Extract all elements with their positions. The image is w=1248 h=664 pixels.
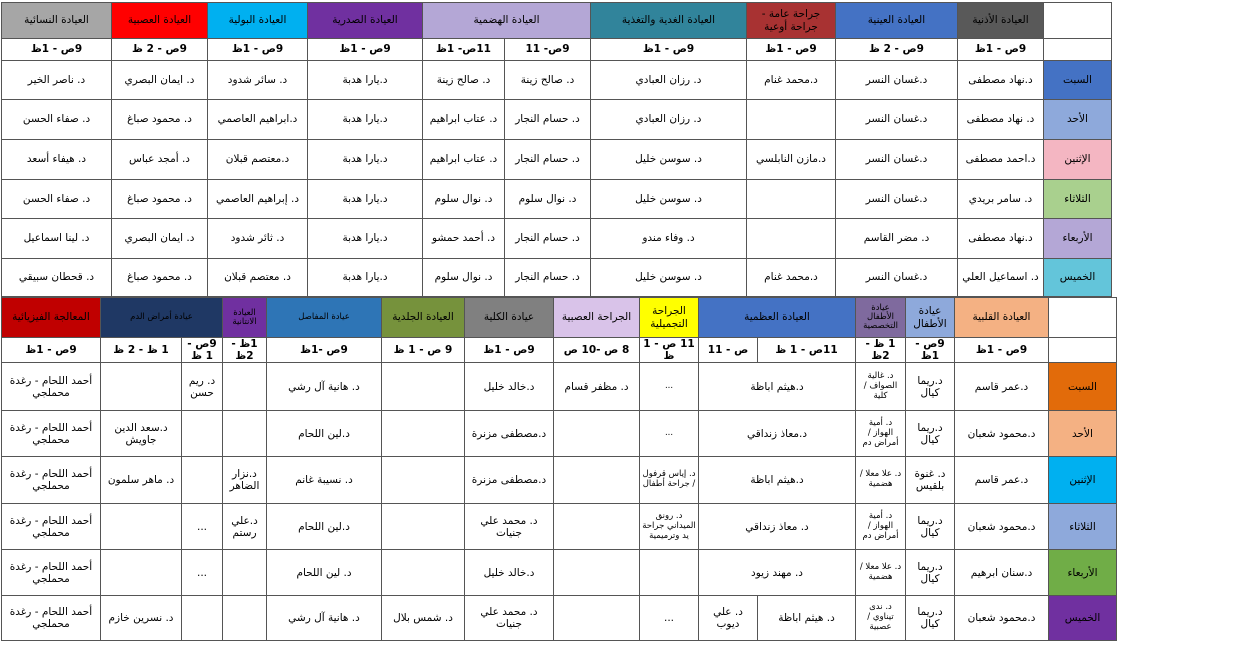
doctor-cell: ... <box>182 504 223 550</box>
clinic-header: العيادة الغدية والتغذية <box>591 3 747 39</box>
doctor-cell: د.مصطفى مزنرة <box>465 457 554 504</box>
bottom-time-row <box>2 338 1117 363</box>
doctor-cell: د.مازن النابلسي <box>747 140 836 180</box>
doctor-cell: د.ريما كيال <box>906 363 955 411</box>
doctor-cell: د.محمود شعبان <box>955 504 1049 550</box>
doctor-cell: أحمد اللحام - رغدة محملجي <box>2 457 101 504</box>
doctor-cell <box>223 550 267 596</box>
clinic-header: الجراحة التجميلية <box>640 298 699 338</box>
doctor-cell: د.يارا هدبة <box>308 140 423 180</box>
clinic-header: العيادة الانتانية <box>223 298 267 338</box>
doctor-cell: د. محمود صباغ <box>112 259 208 297</box>
bottom-schedule-table <box>1 297 1117 641</box>
time-cell: 9ص - 1ظ <box>958 39 1044 61</box>
time-cell: 9ص -1ظ <box>267 338 382 363</box>
doctor-cell: د. محمود صباغ <box>112 100 208 140</box>
doctor-cell <box>382 550 465 596</box>
doctor-cell <box>554 411 640 457</box>
top-time-row <box>2 39 1112 61</box>
doctor-cell: أحمد اللحام - رغدة محملجي <box>2 363 101 411</box>
doctor-cell: د.ريما كيال <box>906 411 955 457</box>
time-cell: 9ص - 1 ظ <box>182 338 223 363</box>
doctor-cell <box>182 596 223 641</box>
doctor-cell: أحمد اللحام - رغدة محملجي <box>2 504 101 550</box>
doctor-cell: د. ثائر شدود <box>208 219 308 259</box>
doctor-cell <box>101 363 182 411</box>
doctor-cell: د. حسام النجار <box>505 259 591 297</box>
day-label: الأربعاء <box>1049 550 1117 596</box>
doctor-cell: د. سائر شدود <box>208 61 308 100</box>
doctor-cell: د. ندى تيناوي / عصبية <box>856 596 906 641</box>
time-cell: 9ص - 1ظ <box>208 39 308 61</box>
doctor-cell: د. صالح زينة <box>423 61 505 100</box>
schedule-row <box>2 550 1117 596</box>
day-label: الثلاثاء <box>1044 180 1112 219</box>
clinic-header: العيادة البولية <box>208 3 308 39</box>
doctor-cell: د. وفاء مندو <box>591 219 747 259</box>
doctor-cell: د.غسان النسر <box>836 140 958 180</box>
doctor-cell: أحمد اللحام - رغدة محملجي <box>2 596 101 641</box>
schedule-row <box>2 140 1112 180</box>
doctor-cell: د. نهاد مصطفى <box>958 100 1044 140</box>
doctor-cell: د. نسرين خازم <box>101 596 182 641</box>
doctor-cell <box>747 219 836 259</box>
schedule-row <box>2 219 1112 259</box>
doctor-cell: د. نسيبة غانم <box>267 457 382 504</box>
doctor-cell: د. محمد علي جنيات <box>465 504 554 550</box>
clinic-header: العيادة العصبية <box>112 3 208 39</box>
schedule-row <box>2 411 1117 457</box>
doctor-cell: د. حسام النجار <box>505 140 591 180</box>
clinic-header: عيادة الأطفال التخصصية <box>856 298 906 338</box>
doctor-cell <box>382 457 465 504</box>
time-cell: 11ص- 1ظ <box>423 39 505 61</box>
doctor-cell <box>382 504 465 550</box>
clinic-header: الجراحة العصبية <box>554 298 640 338</box>
corner-cell <box>1049 298 1117 338</box>
clinic-header: العيادة القلبية <box>955 298 1049 338</box>
clinic-header: جراحة عامة - جراحة أوعية <box>747 3 836 39</box>
doctor-cell <box>554 550 640 596</box>
doctor-cell: د.محمد غنام <box>747 61 836 100</box>
doctor-cell: د.سنان ابرهيم <box>955 550 1049 596</box>
doctor-cell: د. هانية آل رشي <box>267 596 382 641</box>
doctor-cell: د.سعد الدين جاويش <box>101 411 182 457</box>
doctor-cell: د. رونق الميداني جراحة يد وترميمية <box>640 504 699 550</box>
doctor-cell: د.خالد خليل <box>465 363 554 411</box>
top-schedule-table <box>1 2 1112 297</box>
time-cell: 9ص - 1ظ <box>591 39 747 61</box>
doctor-cell: د. غالية الصواف / كلية <box>856 363 906 411</box>
doctor-cell: د. قحطان سبيقي <box>2 259 112 297</box>
doctor-cell: د. سوسن خليل <box>591 180 747 219</box>
doctor-cell: ... <box>182 550 223 596</box>
time-cell: 9ص - 1ظ <box>2 338 101 363</box>
day-label: الخميس <box>1044 259 1112 297</box>
doctor-cell: د.معاذ زنداقي <box>699 411 856 457</box>
clinic-header: العيادة الصدرية <box>308 3 423 39</box>
doctor-cell: د.علي رستم <box>223 504 267 550</box>
doctor-cell <box>554 596 640 641</box>
doctor-cell: د.معتصم قبلان <box>208 140 308 180</box>
doctor-cell: د. سوسن خليل <box>591 259 747 297</box>
doctor-cell: د. سامر بريدي <box>958 180 1044 219</box>
schedule-row <box>2 596 1117 641</box>
doctor-cell: د. ايمان البصري <box>112 61 208 100</box>
clinic-header: عيادة الأطفال <box>906 298 955 338</box>
doctor-cell <box>101 550 182 596</box>
doctor-cell: د.لين اللحام <box>267 411 382 457</box>
doctor-cell: د. شمس بلال <box>382 596 465 641</box>
doctor-cell <box>747 100 836 140</box>
doctor-cell: د.عمر قاسم <box>955 363 1049 411</box>
time-cell: 9ص - 1ظ <box>465 338 554 363</box>
schedule-row <box>2 259 1112 297</box>
time-cell: 9ص - 1ظ <box>906 338 955 363</box>
schedule-row <box>2 457 1117 504</box>
time-cell: 9ص - 1ظ <box>2 39 112 61</box>
doctor-cell: د. إبراهيم العاصمي <box>208 180 308 219</box>
day-label: الأحد <box>1044 100 1112 140</box>
doctor-cell: د. علي ديوب <box>699 596 758 641</box>
schedule-row <box>2 363 1117 411</box>
doctor-cell: د.احمد مصطفى <box>958 140 1044 180</box>
doctor-cell: د. رزان العبادي <box>591 100 747 140</box>
doctor-cell: د. غنوة بلقيس <box>906 457 955 504</box>
doctor-cell <box>223 411 267 457</box>
doctor-cell: د. معتصم قبلان <box>208 259 308 297</box>
doctor-cell: د. مضر القاسم <box>836 219 958 259</box>
doctor-cell: د.هيثم اباظة <box>699 363 856 411</box>
doctor-cell: د. علا معلا / هضمية <box>856 550 906 596</box>
doctor-cell: د.يارا هدبة <box>308 61 423 100</box>
doctor-cell: د. سوسن خليل <box>591 140 747 180</box>
doctor-cell: د. ايمان البصري <box>112 219 208 259</box>
day-label: السبت <box>1044 61 1112 100</box>
doctor-cell: د.لين اللحام <box>267 504 382 550</box>
doctor-cell: د. نوال سلوم <box>423 259 505 297</box>
doctor-cell: د. حسام النجار <box>505 100 591 140</box>
doctor-cell: د. عتاب ابراهيم <box>423 140 505 180</box>
doctor-cell: د. هيفاء أسعد <box>2 140 112 180</box>
day-label: الخميس <box>1049 596 1117 641</box>
clinic-header: عيادة الكلية <box>465 298 554 338</box>
schedule-row <box>2 504 1117 550</box>
time-cell: 1ظ - 2ظ <box>223 338 267 363</box>
doctor-cell <box>382 363 465 411</box>
doctor-cell: د. أمية الهواز / أمراض دم <box>856 504 906 550</box>
doctor-cell: ... <box>640 596 699 641</box>
time-cell: 11 ص - 1 ظ <box>640 338 699 363</box>
doctor-cell: د.يارا هدبة <box>308 219 423 259</box>
doctor-cell: د.غسان النسر <box>836 259 958 297</box>
clinic-header: العيادة العظمية <box>699 298 856 338</box>
doctor-cell: د.عمر قاسم <box>955 457 1049 504</box>
time-cell: 9ص - 1ظ <box>308 39 423 61</box>
doctor-cell: د.يارا هدبة <box>308 259 423 297</box>
doctor-cell: د.ريما كيال <box>906 596 955 641</box>
doctor-cell <box>101 504 182 550</box>
time-cell: 1 ظ - 2ظ <box>856 338 906 363</box>
corner-cell <box>1044 39 1112 61</box>
doctor-cell: د.غسان النسر <box>836 180 958 219</box>
doctor-cell: د. نوال سلوم <box>423 180 505 219</box>
time-cell: 9ص - 1ظ <box>747 39 836 61</box>
time-cell: 9ص - 1ظ <box>955 338 1049 363</box>
time-cell: 11ص - 1 ظ <box>758 338 856 363</box>
doctor-cell: د. ماهر سلمون <box>101 457 182 504</box>
schedule-row <box>2 100 1112 140</box>
bottom-header-row <box>2 298 1117 338</box>
doctor-cell: د.محمود شعبان <box>955 596 1049 641</box>
doctor-cell <box>640 550 699 596</box>
doctor-cell: د.خالد خليل <box>465 550 554 596</box>
doctor-cell: د. صالح زينة <box>505 61 591 100</box>
doctor-cell: د.نهاد مصطفى <box>958 61 1044 100</box>
clinic-header: العيادة الهضمية <box>423 3 591 39</box>
clinic-header: عيادة أمراض الدم <box>101 298 223 338</box>
doctor-cell: د. معاذ زنداقي <box>699 504 856 550</box>
doctor-cell: د. لين اللحام <box>267 550 382 596</box>
time-cell: ص - 11 <box>699 338 758 363</box>
schedule-row <box>2 180 1112 219</box>
doctor-cell: د.هيثم اباظة <box>699 457 856 504</box>
day-label: الأربعاء <box>1044 219 1112 259</box>
doctor-cell: د.نهاد مصطفى <box>958 219 1044 259</box>
doctor-cell <box>182 411 223 457</box>
doctor-cell <box>554 457 640 504</box>
doctor-cell: د.مصطفى مزنرة <box>465 411 554 457</box>
doctor-cell <box>554 504 640 550</box>
day-label: الإثنين <box>1049 457 1117 504</box>
doctor-cell: د. هانية آل رشي <box>267 363 382 411</box>
day-label: السبت <box>1049 363 1117 411</box>
doctor-cell: د.ريما كيال <box>906 550 955 596</box>
doctor-cell: د. ريم حسن <box>182 363 223 411</box>
doctor-cell: د. اسماعيل العلي <box>958 259 1044 297</box>
doctor-cell: أحمد اللحام - رغدة محملجي <box>2 550 101 596</box>
time-cell: 1 ظ - 2 ظ <box>101 338 182 363</box>
doctor-cell: د. هيثم اباظة <box>758 596 856 641</box>
doctor-cell: د. صفاء الحسن <box>2 100 112 140</box>
doctor-cell: د.غسان النسر <box>836 100 958 140</box>
doctor-cell: د. رزان العبادي <box>591 61 747 100</box>
time-cell: 9 ص - 1 ظ <box>382 338 465 363</box>
doctor-cell: ... <box>640 411 699 457</box>
doctor-cell: د.ابراهيم العاصمي <box>208 100 308 140</box>
top-header-row <box>2 3 1112 39</box>
doctor-cell: د. مظفر قسام <box>554 363 640 411</box>
doctor-cell: د. لينا اسماعيل <box>2 219 112 259</box>
time-cell: 9ص- 11 <box>505 39 591 61</box>
day-label: الأحد <box>1049 411 1117 457</box>
doctor-cell: د.محمد غنام <box>747 259 836 297</box>
clinic-header: العيادة العينية <box>836 3 958 39</box>
clinic-header: عيادة المفاصل <box>267 298 382 338</box>
doctor-cell: د. نوال سلوم <box>505 180 591 219</box>
doctor-cell: د. ناصر الخير <box>2 61 112 100</box>
doctor-cell: د. محمد علي جنيات <box>465 596 554 641</box>
doctor-cell: د.نزار الضاهر <box>223 457 267 504</box>
doctor-cell: د. إياس قرفول / جراحة أطفال <box>640 457 699 504</box>
doctor-cell <box>747 180 836 219</box>
doctor-cell: د.غسان النسر <box>836 61 958 100</box>
doctor-cell <box>382 411 465 457</box>
doctor-cell: د. محمود صباغ <box>112 180 208 219</box>
corner-cell <box>1044 3 1112 39</box>
doctor-cell: د.محمود شعبان <box>955 411 1049 457</box>
doctor-cell <box>182 457 223 504</box>
time-cell: 8 ص -10 ص <box>554 338 640 363</box>
time-cell: 9ص - 2 ظ <box>112 39 208 61</box>
day-label: الثلاثاء <box>1049 504 1117 550</box>
clinic-header: العيادة الجلدية <box>382 298 465 338</box>
doctor-cell: ... <box>640 363 699 411</box>
clinic-header: المعالجة الفيزيائية <box>2 298 101 338</box>
doctor-cell: د. عتاب ابراهيم <box>423 100 505 140</box>
clinic-header: العيادة الأذنية <box>958 3 1044 39</box>
schedule-row <box>2 61 1112 100</box>
doctor-cell <box>223 596 267 641</box>
doctor-cell: د. أمجد عباس <box>112 140 208 180</box>
doctor-cell: د. مهند زيود <box>699 550 856 596</box>
doctor-cell: د.يارا هدبة <box>308 180 423 219</box>
clinic-header: العيادة النسائية <box>2 3 112 39</box>
corner-cell <box>1049 338 1117 363</box>
doctor-cell <box>223 363 267 411</box>
doctor-cell: أحمد اللحام - رغدة محملجي <box>2 411 101 457</box>
doctor-cell: د.ريما كيال <box>906 504 955 550</box>
doctor-cell: د. حسام النجار <box>505 219 591 259</box>
doctor-cell: د. أمية الهواز / أمراض دم <box>856 411 906 457</box>
doctor-cell: د. علا معلا / هضمية <box>856 457 906 504</box>
doctor-cell: د. صفاء الحسن <box>2 180 112 219</box>
doctor-cell: د.يارا هدبة <box>308 100 423 140</box>
time-cell: 9ص - 2 ظ <box>836 39 958 61</box>
day-label: الإثنين <box>1044 140 1112 180</box>
doctor-cell: د. أحمد حمشو <box>423 219 505 259</box>
